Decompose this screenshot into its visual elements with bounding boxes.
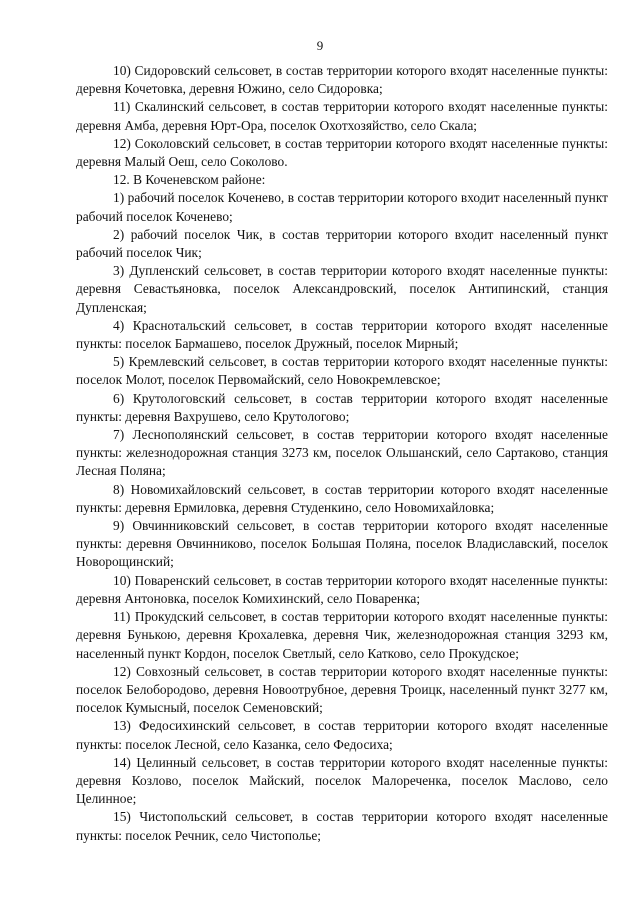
- paragraph: 14) Целинный сельсовет, в состав территории которого входят населенные пункты: деревня Козлово, поселок Майский, поселок Малореченка, поселок Маслово, село Целинное;: [76, 754, 608, 807]
- paragraph: 11) Скалинский сельсовет, в состав территории которого входят населенные пункты: деревня Амба, деревня Юрт-Ора, поселок Охотхозяйство, село Скала;: [76, 99, 608, 133]
- section-heading: 12. В Коченевском районе:: [113, 172, 266, 188]
- paragraph: 10) Поваренский сельсовет, в состав территории которого входят населенные пункты: деревня Антоновка, поселок Комихинский, село Поваренка;: [76, 572, 608, 606]
- paragraph: 11) Прокудский сельсовет, в состав территории которого входят населенные пункты: деревня Бунькою, деревня Крохалевка, деревня Чик, железнодорожная станция 3293 км, населенный пункт Кордон, поселок Светлый, село Катково, село Прокудское;: [76, 609, 608, 661]
- paragraph: 7) Леснополянский сельсовет, в состав территории которого входят населенные пункты: железнодорожная станция 3273 км, поселок Ольшанский, село Сартаково, станция Лесная Поляна;: [76, 427, 608, 479]
- paragraph: 13) Федосихинский сельсовет, в состав территории которого входят населенные пункты: поселок Лесной, село Казанка, село Федосиха;: [76, 718, 608, 752]
- paragraph: 15) Чистопольский сельсовет, в состав территории которого входят населенные пункты: поселок Речник, село Чистополье;: [76, 809, 608, 843]
- paragraph: 4) Краснотальский сельсовет, в состав территории которого входят населенные пункты: поселок Бармашево, поселок Дружный, поселок Мирный;: [76, 317, 608, 352]
- paragraph: 6) Крутологовский сельсовет, в состав территории которого входят населенные пункты: деревня Вахрушево, село Крутологово;: [76, 390, 608, 424]
- paragraph: 3) Дупленский сельсовет, в состав территории которого входят населенные пункты: деревня Севастьяновка, поселок Александровский, поселок Антипинский, станция Дупленская;: [76, 263, 608, 315]
- page-number: 9: [316, 38, 324, 53]
- paragraph: 8) Новомихайловский сельсовет, в состав территории которого входят населенные пункты: деревня Ермиловка, деревня Студенкино, село Новомихайловка;: [76, 481, 608, 515]
- paragraph: 12) Совхозный сельсовет, в состав территории которого входят населенные пункты: поселок Белобородово, деревня Новоотрубное, деревня Троицк, населенный пункт 3277 км, поселок Кумысный, поселок Семеновский;: [76, 663, 608, 716]
- paragraph: 12) Соколовский сельсовет, в состав территории которого входят населенные пункты: деревня Малый Оеш, село Соколово.: [76, 135, 608, 170]
- paragraph: 2) рабочий поселок Чик, в состав территории которого входит населенный пункт рабочий поселок Чик;: [76, 226, 608, 261]
- paragraph: 9) Овчинниковский сельсовет, в состав территории которого входят населенные пункты: деревня Овчинниково, поселок Большая Поляна, поселок Владиславский, поселок Новорощинский;: [76, 518, 608, 570]
- paragraph: 1) рабочий поселок Коченево, в состав территории которого входит населенный пункт рабочий поселок Коченево;: [76, 190, 608, 224]
- document-body: [76, 62, 608, 845]
- paragraph: 5) Кремлевский сельсовет, в состав территории которого входят населенные пункты: поселок Молот, поселок Первомайский, село Новокремлевское;: [76, 354, 608, 388]
- paragraph: 10) Сидоровский сельсовет, в состав территории которого входят населенные пункты: деревня Кочетовка, деревня Южино, село Сидоровка;: [76, 63, 608, 97]
